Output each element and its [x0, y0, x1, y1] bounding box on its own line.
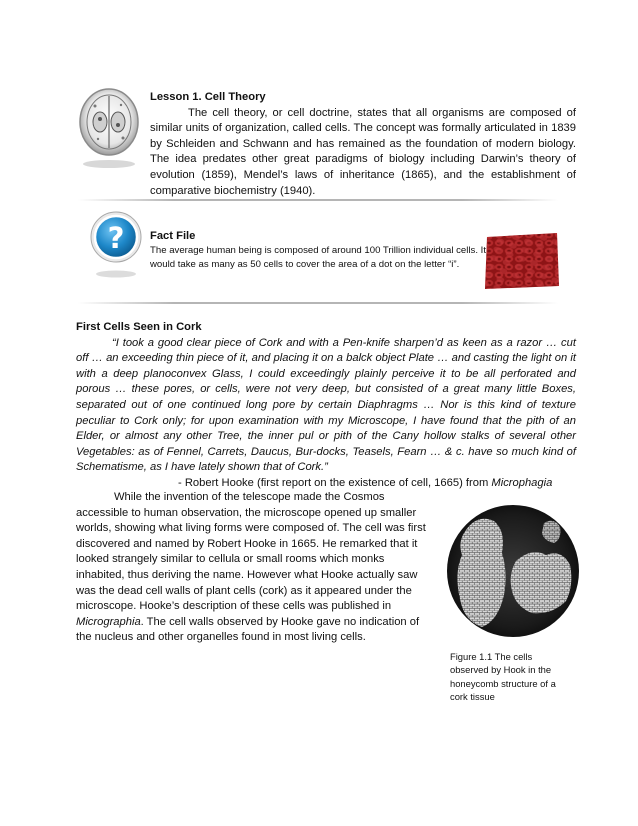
- fact-file-body: The average human being is composed of around 100 Trillion individual cells. It would take as many as 50 cells to cover the area of a dot on the letter “i”.: [150, 245, 486, 270]
- lesson-body: The cell theory, or cell doctrine, states that all organisms are composed of similar units of organization, called cells. The concept was formally articulated in 1839 by Schleiden and Schwann and has remained as the foundation of modern biology. The idea predates other great paradigms of biology including Darwin’s theory of evolution (1859), Mendel’s laws of inheritance (1865), and the establishment of comparative biochemistry (1940).: [150, 106, 576, 197]
- micrographia-title: Micrographia: [76, 615, 141, 628]
- fact-file-section: [150, 229, 486, 271]
- question-mark-icon: [90, 210, 142, 280]
- paragraph-text-end: . The cell walls observed by Hooke gave no indication of the nucleus and other organelles found in most living cells.: [76, 615, 420, 644]
- fact-file-title: Fact File: [150, 230, 196, 242]
- divider: [78, 302, 558, 304]
- svg-text:?: ?: [107, 221, 125, 255]
- cell-division-icon: [78, 86, 140, 172]
- first-cells-section: [76, 320, 576, 492]
- figure-caption: Figure 1.1 The cells observed by Hook in the honeycomb structure of a cork tissue: [450, 651, 556, 703]
- red-blood-cells-image: [484, 231, 560, 291]
- first-cells-title: First Cells Seen in Cork: [76, 321, 202, 333]
- cork-cells-figure: [446, 503, 580, 639]
- paragraph-text: While the invention of the telescope made the Cosmos accessible to human observation, the microscope opened up smaller worlds, showing what living forms were composed of. The cell was first discovered and named by Robert Hooke in 1665. He remarked that it looked strangely similar to cellula or small rooms which monks inhabited, thus deriving the name. However what Hooke actually saw was the dead cell walls of plant cells (cork) as it appeared under the microscope. Hooke’s description of these cells was published in: [76, 491, 426, 613]
- microscope-history-paragraph: [76, 490, 434, 646]
- lesson-section: [150, 90, 576, 199]
- lesson-title: Lesson 1. Cell Theory: [150, 91, 266, 103]
- divider: [78, 199, 558, 201]
- hooke-quote: “I took a good clear piece of Cork and with a Pen-knife sharpen’d as keen as a razor … cut off … an exceeding thin piece of it, and placing it on a balck object Plate … and casting the light on it with a deep planoconvex Glass, I could exceedingly plainly perceive it to be all perforated and porous … these pores, or cells, were not very deep, but consisted of a great many little Boxes, separated out of one continued long pore by certain Diaphragms … Nor is this kind of texture peculiar to Cork only; for upon examination with my Microscope, I have found that the pith of an Elder, or almost any other Tree, the inner pul or pith of the Cany hollow stalks of several other Vegetables: as of Fennel, Carrets, Daucus, Bur-docks, Teasels, Fearn … & c. have so much kind of Schematisme, as I have lately shown that of Cork.”: [76, 336, 576, 474]
- attribution-work: Microphagia: [491, 476, 553, 489]
- attribution-text: - Robert Hooke (first report on the existence of cell, 1665) from: [178, 476, 492, 489]
